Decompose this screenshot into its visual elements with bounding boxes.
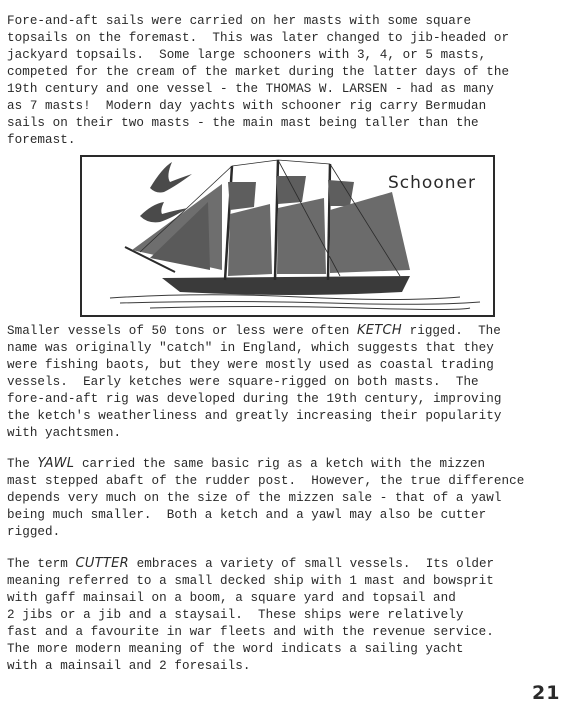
ship-hull [162,276,410,295]
text-segment: carried the same basic rig as a ketch with the mizzen [74,457,486,471]
term-yawl: YAWL [37,456,75,471]
text-line: 2 jibs or a jib and a staysail. These ships were relatively [7,608,464,622]
text-line: vessels. Early ketches were square-rigged on both masts. The [7,375,479,389]
text-segment: embraces a variety of small vessels. Its older [129,557,495,571]
text-line: rigged. [7,525,61,539]
term-ketch: KETCH [356,323,402,338]
paragraph-ketch [7,322,572,442]
text-line: topsails on the foremast. This was later changed to jib-headed or [7,31,510,45]
main-sails [228,192,410,276]
paragraph-cutter [7,555,572,675]
text-line: fast and a favourite in war fleets and with the revenue service. [7,625,494,639]
text-line: the ketch's weatherliness and greatly increasing their popularity [7,409,502,423]
schooner-illustration [80,152,496,318]
text-line: with a mainsail and 2 foresails. [7,659,251,673]
text-line: as 7 masts! Modern day yachts with schooner rig carry Bermudan [7,99,487,113]
text-line: jackyard topsails. Some large schooners with 3, 4, or 5 masts, [7,48,487,62]
text-line: mast stepped abaft of the rudder post. However, the true difference [7,474,525,488]
text-line: fore-and-aft rig was developed during the 19th century, improving [7,392,502,406]
text-line: Fore-and-aft sails were carried on her masts with some square [7,14,472,28]
text-line: meaning referred to a small decked ship with 1 mast and bowsprit [7,574,494,588]
text-segment: The term [7,557,76,571]
seagull-icon [150,162,192,193]
text-segment: Smaller vessels of 50 tons or less were often [7,324,357,338]
text-line: 19th century and one vessel - the THOMAS W. LARSEN - had as many [7,82,494,96]
text-segment: rigged. The [402,324,501,338]
text-line: competed for the cream of the market during the latter days of the [7,65,510,79]
paragraph-schooner-rig [7,13,572,149]
text-line: sails on their two masts - the main mast being taller than the [7,116,479,130]
water-lines [110,295,480,310]
illustration-caption: Schooner [388,173,476,193]
text-line: foremast. [7,133,76,147]
term-cutter: CUTTER [75,556,129,571]
text-segment: The [7,457,38,471]
text-line: depends very much on the size of the mizzen sale - that of a yawl [7,491,502,505]
text-line: The more modern meaning of the word indicats a sailing yacht [7,642,464,656]
paragraph-yawl [7,455,572,541]
text-line: with gaff mainsail on a boom, a square yard and topsail and [7,591,456,605]
text-line: were fishing baots, but they were mostly used as coastal trading [7,358,494,372]
schooner-drawing [80,152,496,318]
text-line: with yachtsmen. [7,426,122,440]
topsails [228,176,354,210]
text-line: being much smaller. Both a ketch and a yawl may also be cutter [7,508,487,522]
page-number: 21 [532,682,561,704]
text-line: name was originally "catch" in England, which suggests that they [7,341,494,355]
